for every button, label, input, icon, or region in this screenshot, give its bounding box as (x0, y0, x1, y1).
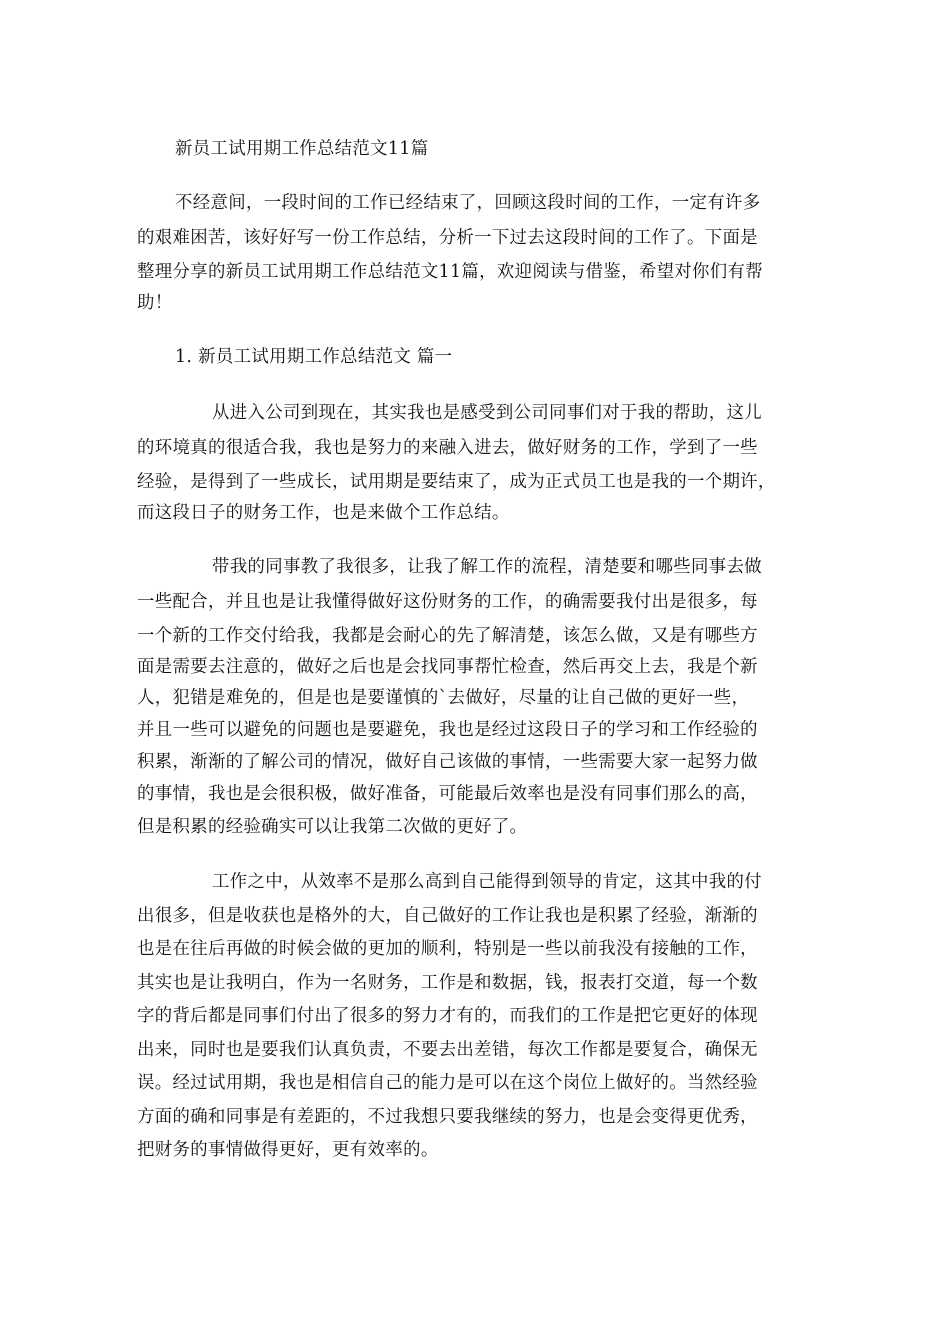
text-line: 但是积累的经验确实可以让我第二次做的更好了。 (137, 817, 528, 837)
text-line: 整理分享的新员工试用期工作总结范文11篇，欢迎阅读与借鉴，希望对你们有帮 (137, 262, 764, 282)
text-line: 一个新的工作交付给我，我都是会耐心的先了解清楚，该怎么做，又是有哪些方 (137, 626, 758, 646)
text-line: 出来，同时也是要我们认真负责，不要去出差错，每次工作都是要复合，确保无 (137, 1040, 758, 1060)
text-line: 的环境真的很适合我，我也是努力的来融入进去，做好财务的工作，学到了一些 (137, 438, 758, 458)
text-line: 并且一些可以避免的问题也是要避免，我也是经过这段日子的学习和工作经验的 (137, 720, 758, 740)
text-line: 字的背后都是同事们付出了很多的努力才有的，而我们的工作是把它更好的体现 (137, 1006, 758, 1026)
text-line: 人，犯错是难免的，但是也是要谨慎的`去做好，尽量的让自己做的更好一些， (137, 688, 750, 708)
text-line: 其实也是让我明白，作为一名财务，工作是和数据，钱，报表打交道，每一个数 (137, 973, 758, 993)
text-line: 误。经过试用期，我也是相信自己的能力是可以在这个岗位上做好的。当然经验 (137, 1073, 758, 1093)
text-line: 一些配合，并且也是让我懂得做好这份财务的工作，的确需要我付出是很多，每 (137, 592, 758, 612)
text-line: 的事情，我也是会很积极，做好准备，可能最后效率也是没有同事们那么的高， (137, 784, 758, 804)
text-line: 带我的同事教了我很多，让我了解工作的流程，清楚要和哪些同事去做 (212, 557, 762, 577)
document-title: 新员工试用期工作总结范文11篇 (175, 139, 429, 159)
text-line: 也是在往后再做的时候会做的更加的顺利，特别是一些以前我没有接触的工作， (137, 939, 758, 959)
text-line: 的艰难困苦，该好好写一份工作总结，分析一下过去这段时间的工作了。下面是 (137, 228, 758, 248)
text-line: 把财务的事情做得更好，更有效率的。 (137, 1140, 439, 1160)
text-line: 出很多，但是收获也是格外的大，自己做好的工作让我也是积累了经验，渐渐的 (137, 906, 758, 926)
text-line: 经验，是得到了一些成长，试用期是要结束了，成为正式员工也是我的一个期许， (137, 472, 776, 492)
text-line: 积累，渐渐的了解公司的情况，做好自己该做的事情，一些需要大家一起努力做 (137, 752, 758, 772)
text-line: 工作之中，从效率不是那么高到自己能得到领导的肯定，这其中我的付 (212, 872, 762, 892)
text-line: 助！ (137, 293, 173, 313)
text-line: 从进入公司到现在，其实我也是感受到公司同事们对于我的帮助，这儿 (212, 403, 762, 423)
section-heading: 1. 新员工试用期工作总结范文 篇一 (175, 347, 453, 367)
text-line: 面是需要去注意的，做好之后也是会找同事帮忙检查，然后再交上去，我是个新 (137, 657, 758, 677)
text-line: 方面的确和同事是有差距的，不过我想只要我继续的努力，也是会变得更优秀， (137, 1107, 758, 1127)
text-line: 而这段日子的财务工作，也是来做个工作总结。 (137, 503, 510, 523)
text-line: 不经意间，一段时间的工作已经结束了，回顾这段时间的工作，一定有许多 (175, 193, 761, 213)
